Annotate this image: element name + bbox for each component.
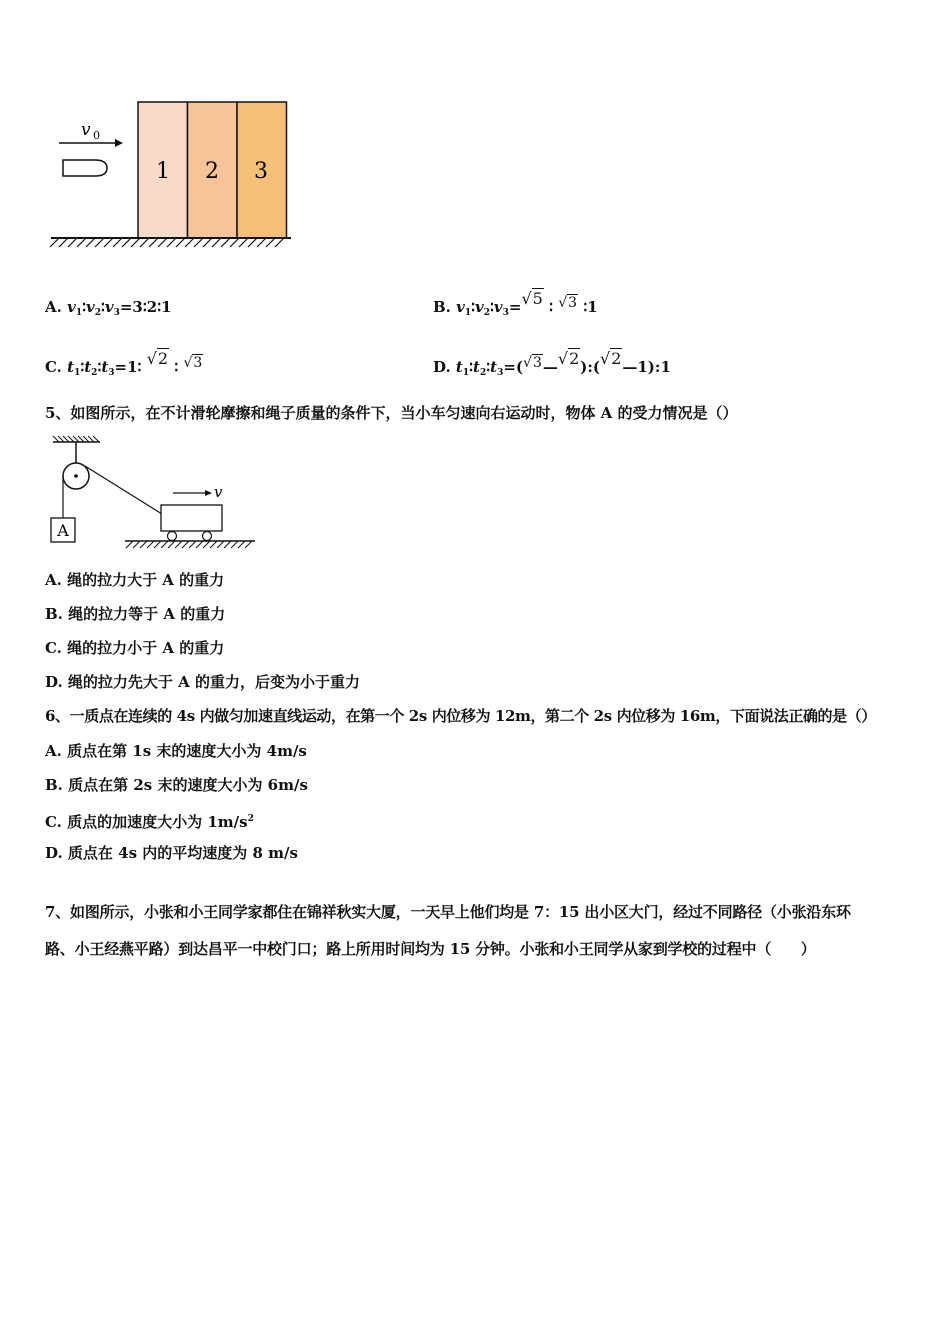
ratio-colon: ∶ [469,358,474,376]
hatch-mark [230,238,239,247]
hatch-mark [86,238,95,247]
var-t1: t [67,358,75,376]
hatch-mark [194,238,203,247]
hatch-mark [175,541,182,548]
ratio-value: —1):1 [622,358,671,376]
ratio-colon: ∶ [100,298,105,316]
subscript: 1 [75,308,83,318]
hatch-mark [59,238,68,247]
var-t2: t [473,358,480,376]
option-letter: C. [45,358,68,376]
paren-middle: ):( [580,358,600,376]
block-1-label: 1 [156,159,170,184]
q6-option-a[interactable]: A. 质点在第 1s 末的速度大小为 4m/s [45,742,307,760]
hatch-mark [248,238,257,247]
q4-option-c[interactable] [45,349,203,383]
subscript: 2 [94,308,101,318]
hatch-mark [168,541,175,548]
subscript: 3 [502,308,509,318]
hatch-mark [149,238,158,247]
subscript: 1 [462,368,470,378]
rope-slanted [85,466,162,514]
var-t2: t [84,358,92,376]
ratio-colon: ∶ [97,358,102,376]
var-v1: v [456,298,465,316]
hatch-mark [182,541,189,548]
v0-label: v [81,120,91,140]
bullet-blocks-figure [45,95,305,255]
hatch-mark [73,436,79,442]
hatch-mark [50,238,59,247]
var-v3: v [104,298,114,316]
hatch-mark [113,238,122,247]
cart-body [161,505,222,531]
subscript: 1 [464,308,472,318]
q5-option-d[interactable]: D. 绳的拉力先大于 A 的重力，后变为小于重力 [45,673,361,691]
q5-option-a[interactable]: A. 绳的拉力大于 A 的重力 [45,571,225,589]
ratio-colon: ∶ [490,298,494,316]
hatch-mark [203,541,210,548]
hatch-mark [126,541,133,548]
radicand: 2 [569,349,580,368]
q6-stem: 6、一质点在连续的 4s 内做匀加速直线运动，在第一个 2s 内位移为 12m，第二个 2s 内位移为 16m，下面说法正确的是（） [45,707,876,725]
radicand: 3 [532,355,542,371]
hatch-mark [95,238,104,247]
q5-option-c[interactable]: C. 绳的拉力小于 A 的重力 [45,639,225,657]
radicand: 2 [157,349,169,368]
option-letter: D. [433,358,456,376]
hatch-mark [189,541,196,548]
superscript: 2 [247,814,254,824]
cart-wheel [203,532,212,541]
equals-sign: = [508,298,522,316]
hatch-mark [78,436,84,442]
hatch-mark [275,238,284,247]
ratio-value: =3∶2∶1 [119,298,172,316]
v0-subscript: 0 [93,129,100,142]
var-t1: t [455,358,463,376]
hatch-mark [245,541,252,548]
hatch-mark [58,436,64,442]
q6-option-d[interactable]: D. 质点在 4s 内的平均速度为 8 m/s [45,844,298,862]
ratio-colon: ∶ [486,358,491,376]
q5-stem: 5、如图所示，在不计滑轮摩擦和绳子质量的条件下，当小车匀速向右运动时，物体 A 的受力情况是（） [45,404,738,422]
hatch-mark [224,541,231,548]
hatch-mark [239,238,248,247]
sqrt-2: √2 [599,349,622,368]
hatch-mark [68,436,74,442]
hatch-mark [133,541,140,548]
subscript: 2 [479,368,487,378]
hatch-mark [104,238,113,247]
hatch-mark [140,541,147,548]
var-v1: v [67,298,76,316]
hatch-mark [196,541,203,548]
hatch-mark [161,541,168,548]
ceiling-hatch [53,436,99,442]
subscript: 3 [108,368,115,378]
hatch-mark [266,238,275,247]
q7-stem-line2: 路、小王经燕平路）到达昌平一中校门口；路上所用时间均为 15 分钟。小张和小王同学从家到学校的过程中（ ） [45,940,816,958]
block-3-label: 3 [254,159,268,184]
minus-dash: — [542,358,558,376]
hatch-mark [238,541,245,548]
q4-option-d[interactable] [433,349,671,383]
hatch-mark [203,238,212,247]
radicand: 3 [193,355,203,371]
hatch-mark [147,541,154,548]
pulley-cart-figure [45,434,260,552]
block-2-label: 2 [205,159,219,184]
var-v2: v [475,298,484,316]
hatch-mark [257,238,266,247]
ground-hatch [126,541,252,548]
sqrt-3: √3 [558,295,578,311]
sqrt-2: √2 [557,349,580,368]
hatch-mark [158,238,167,247]
hatch-mark [77,238,86,247]
option-letter: A. [45,298,68,316]
hatch-mark [212,238,221,247]
hatch-mark [210,541,217,548]
ground-hatch [50,238,284,247]
radicand: 5 [532,289,543,308]
q6-option-b[interactable]: B. 质点在第 2s 末的速度大小为 6m/s [45,776,308,794]
subscript: 3 [497,368,504,378]
var-v2: v [85,298,95,316]
v-label: v [214,483,223,501]
hatch-mark [217,541,224,548]
cart-wheel [168,532,177,541]
hatch-mark [221,238,230,247]
subscript: 3 [113,308,120,318]
hatch-mark [68,238,77,247]
ratio-colon: ∶ [174,358,179,376]
ratio-colon: ∶ [82,298,86,316]
sqrt-3: √3 [183,355,203,371]
q7-stem-line1: 7、如图所示，小张和小王同学家都住在锦祥秋实大厦，一天早上他们均是 7：15 出小区大门，经过不同路径（小张沿东环 [45,903,851,921]
hatch-mark [167,238,176,247]
block-a-label: A [57,521,69,540]
hatch-mark [93,436,99,442]
ratio-value: ∶1 [583,298,598,316]
hatch-mark [176,238,185,247]
q4-option-a[interactable] [45,297,172,323]
ratio-colon: ∶ [471,298,476,316]
bullet-shape [63,160,107,176]
q4-option-b[interactable] [433,289,598,323]
hatch-mark [88,436,94,442]
sqrt-5: √5 [521,289,543,308]
option-text: C. 质点的加速度大小为 1m/s [45,813,248,831]
ratio-colon: ∶ [80,358,85,376]
q5-option-b[interactable]: B. 绳的拉力等于 A 的重力 [45,605,226,623]
hatch-mark [185,238,194,247]
hatch-mark [154,541,161,548]
hatch-mark [63,436,69,442]
sqrt-2: √2 [146,349,169,368]
q6-option-c[interactable] [45,809,254,832]
radicand: 3 [568,295,578,311]
hatch-mark [83,436,89,442]
subscript: 2 [483,308,490,318]
subscript: 2 [91,368,98,378]
hatch-mark [140,238,149,247]
option-letter: B. [433,298,457,316]
paren-open: =( [503,358,524,376]
hatch-mark [122,238,131,247]
sqrt-3: √3 [523,355,542,371]
var-t3: t [490,358,498,376]
ratio-colon: ∶ [549,298,553,316]
subscript: 1 [74,368,81,378]
hatch-mark [131,238,140,247]
radicand: 2 [611,349,622,368]
var-t3: t [101,358,109,376]
hatch-mark [231,541,238,548]
var-v3: v [493,298,503,316]
hatch-mark [53,436,59,442]
ratio-value: =1∶ [114,358,142,376]
